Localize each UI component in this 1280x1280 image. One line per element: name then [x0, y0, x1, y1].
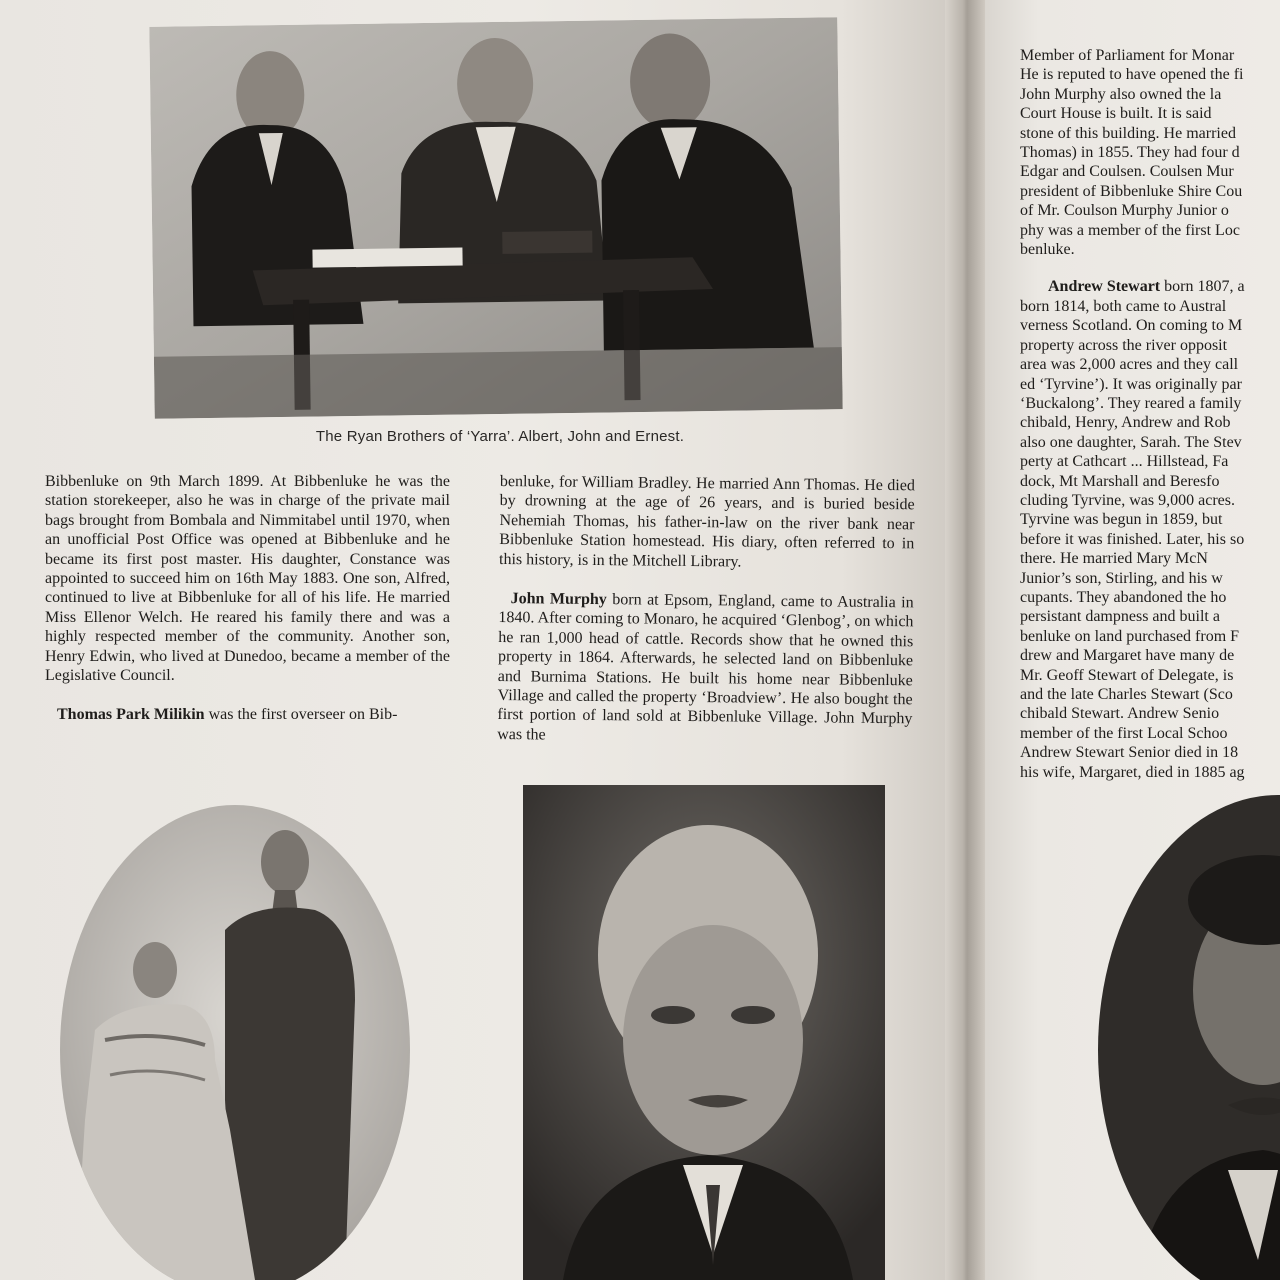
column3-line: born 1814, both came to Austral	[1020, 297, 1227, 315]
column3-line: ed ‘Tyrvine’). It was originally par	[1020, 375, 1242, 393]
column3-line: Tyrvine was begun in 1859, but	[1020, 511, 1223, 529]
column3-line: perty at Cathcart ... Hillstead, Fa	[1020, 453, 1229, 471]
text-column-2	[497, 472, 915, 769]
column3-line: He is reputed to have opened the fi	[1020, 66, 1244, 84]
column3-line: member of the first Local Schoo	[1020, 724, 1228, 742]
column3-line: cluding Tyrvine, was 9,000 acres.	[1020, 491, 1235, 509]
couple-oval-photo	[55, 800, 415, 1280]
column3-line: chibald, Henry, Andrew and Rob	[1020, 414, 1231, 432]
column3-line: Court House is built. It is said	[1020, 105, 1212, 123]
john-murphy-portrait	[523, 785, 885, 1280]
column3-line: Mr. Geoff Stewart of Delegate, is	[1020, 666, 1234, 684]
column3-line: Andrew Stewart Senior died in 18	[1020, 744, 1239, 762]
name-milikin: Thomas Park Milikin	[57, 706, 205, 724]
column3-line: also one daughter, Sarah. The Stev	[1020, 433, 1242, 451]
name-stewart: Andrew Stewart	[1048, 278, 1161, 296]
column3-line: stone of this building. He married	[1020, 124, 1236, 142]
paragraph-milikin	[45, 705, 450, 724]
stewart-first-text: born 1807, a	[1160, 278, 1245, 296]
column3-line: Edgar and Coulsen. Coulsen Mur	[1020, 163, 1234, 181]
stewart-oval-portrait	[1078, 790, 1280, 1280]
stewart-first-line	[1020, 277, 1280, 296]
column3-line: Junior’s son, Stirling, and his w	[1020, 569, 1223, 587]
column3-line: cupants. They abandoned the ho	[1020, 588, 1227, 606]
column3-line: of Mr. Coulson Murphy Junior o	[1020, 202, 1229, 220]
name-murphy: John Murphy	[510, 590, 607, 609]
column3-line: president of Bibbenluke Shire Cou	[1020, 182, 1243, 200]
murphy-text: born at Epsom, England, came to Australia in 1840. After coming to Monaro, he acquired ‘Glenbog’, on which he ran 1,000 head of cattle. Records show that he owned this property in 1864. Afterwards, he selected land on Bibbenluke and Burnima Stations. He built his home near Bibbenluke Village and called the property ‘Broadview’. He also bought the first portion of land sold at Bibbenluke Village. John Murphy was the	[497, 591, 914, 744]
photo-caption: The Ryan Brothers of ‘Yarra’. Albert, John and Ernest.	[315, 428, 685, 445]
column3-line: drew and Margaret have many de	[1020, 647, 1235, 665]
column3-line: phy was a member of the first Loc	[1020, 221, 1240, 239]
column3-line: there. He married Mary McN	[1020, 550, 1208, 568]
column3-line: persistant dampness and built a	[1020, 608, 1220, 626]
column3-line: Member of Parliament for Monar	[1020, 47, 1235, 64]
stewart-lines	[1020, 297, 1280, 782]
column3-line: Thomas) in 1855. They had four d	[1020, 144, 1240, 162]
paragraph-murphy-continued	[1020, 46, 1280, 259]
paragraph-murphy	[497, 589, 914, 749]
column3-line: dock, Mt Marshall and Beresfo	[1020, 472, 1220, 490]
column3-line: property across the river opposit	[1020, 336, 1228, 354]
column3-line: verness Scotland. On coming to M	[1020, 317, 1243, 335]
paragraph-bradley: benluke, for William Bradley. He married Ann Thomas. He died by drowning at the age of 26 years, and is buried beside Nehemiah Thomas, his father-in-law on the river bank near Bibbenluke Station homestead. His diary, often referred to in this history, is in the Mitchell Library.	[498, 472, 915, 571]
column3-line: area was 2,000 acres and they call	[1020, 356, 1239, 374]
milikin-text: was the first overseer on Bib-	[204, 706, 398, 724]
paragraph-stewart	[1020, 277, 1280, 782]
column3-line: John Murphy also owned the la	[1020, 85, 1222, 103]
column3-line: benluke.	[1020, 241, 1075, 259]
column3-line: chibald Stewart. Andrew Senio	[1020, 705, 1220, 723]
column3-line: his wife, Margaret, died in 1885 ag	[1020, 763, 1245, 781]
text-column-1	[45, 472, 450, 745]
column3-line: benluke on land purchased from F	[1020, 627, 1240, 645]
text-column-3	[1020, 46, 1280, 782]
column3-line: before it was finished. Later, his so	[1020, 530, 1245, 548]
ryan-brothers-photo	[149, 17, 842, 419]
paragraph-bibbenluke: Bibbenluke on 9th March 1899. At Bibbenluke he was the station storekeeper, also he was in charge of the private mail bags brought from Bombala and Nimmitabel until 1970, when an unofficial Post Office was opened at Bibbenluke and he became its first post master. His daughter, Constance was appointed to succeed him on 16th May 1883. One son, Alfred, continued to live at Bibbenluke for all of his life. He married Miss Ellenor Welch. He reared his family there and was a highly respected member of the community. Another son, Henry Edwin, who lived at Dunedoo, became a member of the Legislative Council.	[45, 473, 450, 685]
column3-line: and the late Charles Stewart (Sco	[1020, 686, 1233, 703]
column3-line: ‘Buckalong’. They reared a family	[1020, 394, 1242, 412]
book-gutter	[945, 0, 985, 1280]
